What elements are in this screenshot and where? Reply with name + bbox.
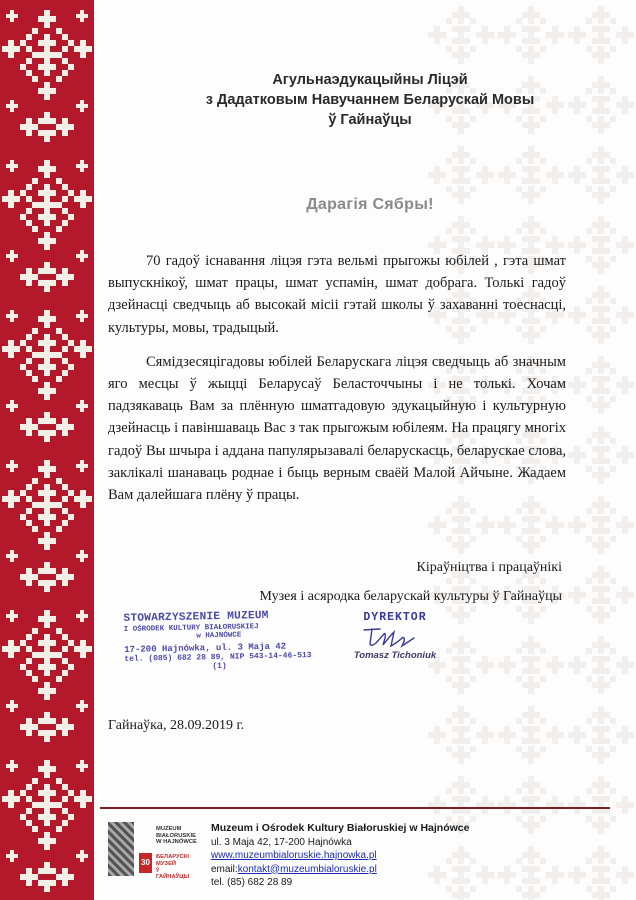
director-title: DYREKTOR (363, 611, 427, 624)
footer-org-name: Muzeum i Ośrodek Kultury Białoruskiej w Hajnówce (211, 822, 470, 834)
logo-text-top: MUZEUM BIAŁORUSKIE W HAJNÓWCE (156, 826, 197, 845)
logo-anniversary-badge: 30 (139, 853, 152, 873)
letterhead-line-1: Агульнаэдукацыйны Ліцэй (272, 72, 468, 88)
footer-divider (100, 807, 610, 809)
greeting: Дарагія Сябры! (306, 196, 434, 213)
signature-icon (350, 624, 440, 650)
stamp-line-1: STOWARZYSZENIE MUZEUM (123, 609, 269, 625)
footer-website-link[interactable]: www.muzeumbialoruskie.hajnowka.pl (211, 850, 377, 861)
signoff (160, 553, 562, 611)
footer-email-link[interactable]: kontakt@muzeumbialoruskie.pl (237, 863, 377, 875)
signoff-line-2: Музея і асяродка беларускай культуры ў Гайнаўцы (259, 589, 562, 604)
embroidery-band (0, 0, 94, 900)
letter-body (108, 250, 566, 518)
stamp-line-6: (1) (212, 661, 227, 672)
letterhead-line-2: з Дадатковым Навучаннем Беларускай Мовы (205, 92, 535, 108)
paragraph-1: 70 гадоў існавання ліцэя гэта вельмі прыгожы юбілей , гэта шмат выпускнікоў, шмат працы, шмат успамін, шмат добрага. Толькі гадоў дзейнасці сведчыць аб высокай місіі гэтай школы ў захаванні тоеснасці, культуры, мовы, традыцый. (108, 253, 566, 336)
organization-stamp (123, 609, 314, 673)
embroidery-pattern-icon (0, 0, 94, 900)
letter-date: Гайнаўка, 28.09.2019 г. (108, 718, 245, 733)
director-name: Tomasz Tichoniuk (353, 650, 437, 661)
stamp-line-5: tel. (085) 682 28 89, NIP 543-14-46-513 (124, 651, 312, 664)
stamp-line-3: w HAJNÓWCE (196, 631, 242, 641)
letterhead-line-3: ў Гайнаўцы (328, 112, 412, 128)
museum-logo (108, 822, 200, 880)
footer-address: ul. 3 Maja 42, 17-200 Hajnówka (211, 836, 352, 848)
footer-phone: tel. (85) 682 28 89 (211, 877, 293, 888)
paragraph-2: Сямідзесяцігадовы юбілей Беларускага ліцэя сведчыць аб значным яго месцы ў жыцці Беларусаў Беласточчыны і не толькі. Хочам падзякаваць Вам за плённую шматгадовую эдукацыйную і культурную дзейнасць і павіншаваць Вас з так прыгожым юбілеям. На працягу многіх гадоў Вы шчыра і аддана папулярызавалі беларускасць, беларускае слова, заклікалі шанаваць роднае і быць верным сваёй Малой Айчыне. Жадаем Вам далейшага плёну ў працы. (108, 353, 566, 504)
stamp-line-2: I OŚRODEK KULTURY BIAŁORUSKIEJ (123, 623, 259, 634)
signoff-line-1: Кіраўніцтва і працаўнікі (416, 560, 562, 575)
footer-contact (211, 822, 469, 890)
letterhead (130, 70, 610, 130)
stamp-line-4: 17-200 Hajnówka, ul. 3 Maja 42 (124, 641, 287, 655)
logo-image (108, 822, 134, 876)
director-stamp (340, 611, 450, 661)
footer-email-label: email: (211, 863, 238, 875)
logo-text-bottom: БЕЛАРУСКІ МУЗЕЙ ў ГАЙНАЎЦЫ (156, 854, 190, 880)
